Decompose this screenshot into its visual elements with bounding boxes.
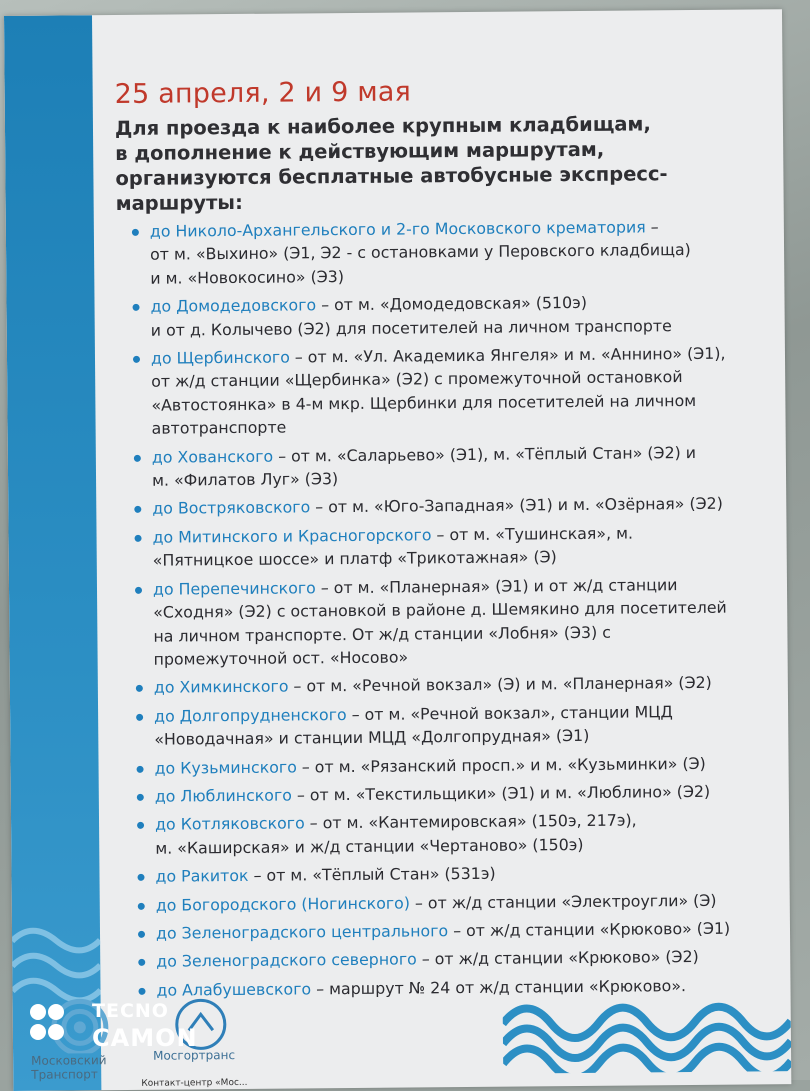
route-item: [137, 808, 787, 860]
route-details-line: «Пятницкое шоссе» и платф «Трикотажная» (Э): [152, 547, 557, 571]
cemetery-name: до Зеленоградского северного: [156, 949, 417, 972]
route-details: – от м. «Кантемировская» (150э, 217э),: [304, 810, 637, 833]
header-line: Для проезда к наиболее крупным кладбищам,: [114, 112, 651, 141]
route-item: [137, 859, 787, 888]
route-details: – от ж/д станции «Крюково» (Э1): [448, 918, 731, 941]
route-details: – от м. «Рязанский просп.» и м. «Кузьминки» (Э): [296, 753, 706, 777]
route-item: [134, 520, 784, 572]
cemetery-name: до Долгопрудненского: [154, 704, 347, 726]
route-item: [138, 945, 788, 974]
bullet-icon: [136, 714, 143, 721]
bullet-icon: [138, 902, 145, 909]
route-details: – от ж/д станции «Крюково» (Э2): [416, 947, 699, 969]
route-details-line: от м. «Выхино» (Э1, Э2 - с остановками у Перовского кладбища): [150, 240, 691, 265]
route-item: [132, 214, 783, 290]
cemetery-name: до Николо-Архангельского и 2-го Московского крематория: [149, 217, 646, 241]
wave-decoration-icon: [503, 991, 792, 1074]
bullet-icon: [132, 229, 139, 236]
bullet-icon: [137, 874, 144, 881]
route-details: – от м. «Саларьево» (Э1), м. «Тёплый Стан» (Э2) и: [273, 442, 697, 466]
cemetery-name: до Митинского и Красногорского: [152, 525, 432, 547]
route-item: [136, 671, 786, 700]
route-item: [134, 492, 784, 521]
route-item: [132, 289, 782, 341]
bullet-icon: [135, 535, 142, 542]
route-details-line: м. «Филатов Луг» (Э3): [151, 469, 339, 490]
cemetery-name: до Котляковского: [154, 813, 305, 835]
mosgortrans-logo-text: Мосгортранс: [153, 1048, 236, 1063]
route-details: –: [645, 217, 659, 237]
cemetery-name: до Люблинского: [154, 785, 292, 806]
route-details-line: на личном транспорте. От ж/д станции «Лобня» (Э3) с: [153, 622, 611, 646]
route-details: – маршрут № 24 от ж/д станции «Крюково».: [311, 975, 687, 999]
bullet-icon: [136, 685, 143, 692]
route-details-line: «Новодачная» и станции МЦД «Долгопрудная» (Э1): [154, 726, 590, 749]
bullet-icon: [137, 765, 144, 772]
route-item: [135, 572, 786, 671]
route-details-line: «Автостоянка» в 4-м мкр. Щербинки для посетителей на личном: [151, 390, 697, 415]
cemetery-name: до Щербинского: [150, 347, 290, 368]
route-item: [136, 751, 786, 780]
route-details: – от м. «Домодедовская» (510э): [316, 293, 588, 315]
bullet-icon: [134, 506, 141, 513]
bullet-icon: [133, 304, 140, 311]
cemetery-name: до Хованского: [151, 446, 274, 467]
cemetery-name: до Домодедовского: [150, 295, 317, 316]
cemetery-name: до Химкинского: [153, 676, 289, 698]
route-item: [137, 779, 787, 808]
route-details: – от м. «Юго-Западная» (Э1) и м. «Озёрная» (Э2): [310, 494, 723, 517]
cemetery-name: до Алабушевского: [156, 979, 312, 1000]
contact-center-text: Контакт-центр «Мос...: [141, 1077, 248, 1089]
cemetery-name: до Зеленоградского центрального: [155, 921, 449, 943]
route-details-line: автотранспорте: [151, 417, 287, 438]
route-details-line: м. «Каширская» и ж/д станции «Чертаново» (150э): [155, 834, 584, 858]
route-item: [138, 888, 788, 917]
blue-side-stripe: [4, 15, 101, 1091]
route-item: [134, 440, 784, 492]
poster-header: [115, 73, 776, 216]
watermark-model: CAMON: [92, 1024, 198, 1052]
logo-text-line: Транспорт: [31, 1067, 98, 1082]
header-line: организуются бесплатные автобусные экспресс-маршруты:: [115, 162, 668, 216]
route-details: – от ж/д станции «Электроугли» (Э): [409, 890, 717, 913]
mostransport-logo-text: [31, 1053, 107, 1082]
watermark-brand: TECNO: [92, 1000, 169, 1022]
watermark-dots-icon: [28, 1000, 84, 1044]
route-details: – от м. «Тёплый Стан» (531э): [248, 863, 496, 886]
route-item: [133, 341, 784, 440]
cemetery-name: до Кузьминского: [154, 757, 297, 778]
header-date: 25 апреля, 2 и 9 мая: [114, 76, 412, 111]
route-details: – от м. «Текстильщики» (Э1) и м. «Люблино» (Э2): [291, 781, 711, 805]
route-details-line: и от д. Колычево (Э2) для посетителей на личном транспорте: [150, 315, 672, 340]
bullet-icon: [134, 454, 141, 461]
route-item: [138, 916, 788, 945]
route-details: – от м. «Ул. Академика Янгеля» и м. «Аннино» (Э1),: [289, 343, 726, 367]
bullet-icon: [138, 959, 145, 966]
route-details: – от м. «Тушинская», м.: [431, 523, 634, 545]
poster: [4, 9, 791, 1091]
cemetery-name: до Востряковского: [152, 497, 311, 519]
header-line: в дополнение к действующим маршрутам,: [115, 137, 605, 166]
route-details: – от м. «Планерная» (Э1) и от ж/д станции: [315, 574, 678, 597]
cemetery-name: до Перепечинского: [152, 577, 316, 599]
bullet-icon: [137, 794, 144, 801]
bullet-icon: [133, 356, 140, 363]
bullet-icon: [138, 931, 145, 938]
bullet-icon: [135, 587, 142, 594]
route-details-line: промежуточной ост. «Носово»: [153, 647, 409, 669]
route-details: – от м. «Речной вокзал», станции МЦД: [346, 701, 673, 724]
logo-text-line: Московский: [31, 1053, 107, 1068]
route-details-line: от ж/д станции «Щербинка» (Э2) с промежуточной остановкой: [151, 367, 683, 392]
route-details-line: и м. «Новокосино» (Э3): [150, 266, 345, 288]
route-details-line: «Сходня» (Э2) с остановкой в районе д. Шемякино для посетителей: [153, 597, 727, 622]
cemetery-name: до Богородского (Ногинского): [155, 893, 411, 915]
bullet-icon: [137, 822, 144, 829]
cemetery-name: до Ракиток: [155, 866, 249, 886]
route-list: [132, 214, 789, 1007]
route-item: [136, 699, 786, 751]
route-details: – от м. «Речной вокзал» (Э) и м. «Планерная» (Э2): [288, 673, 712, 696]
